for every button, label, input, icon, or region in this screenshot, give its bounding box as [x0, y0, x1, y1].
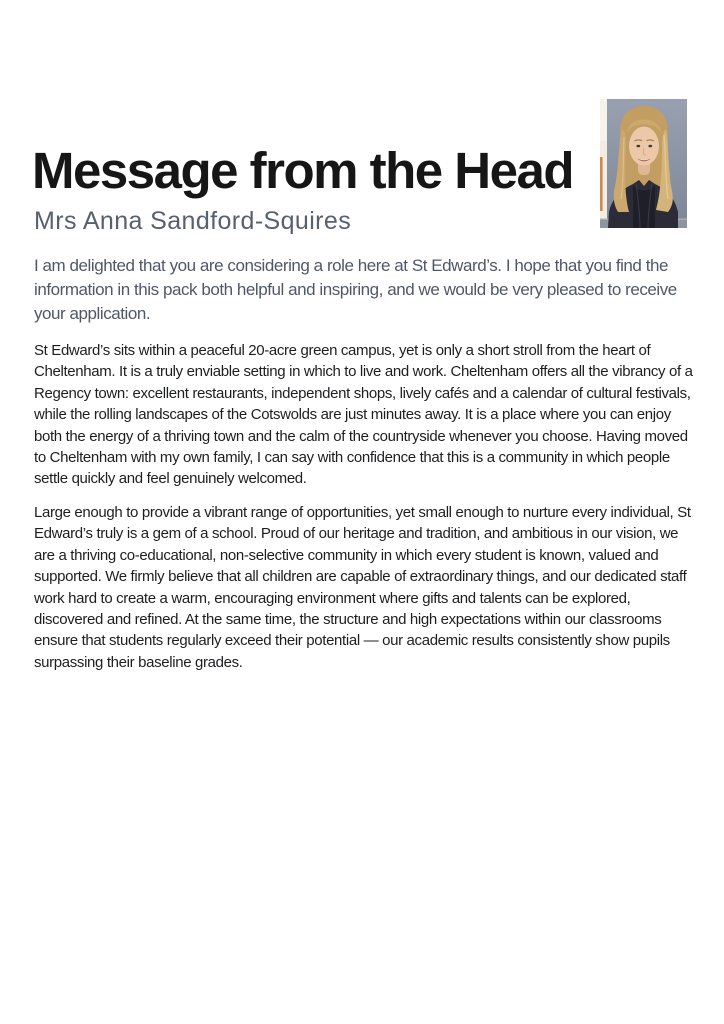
body-paragraph-2: Large enough to provide a vibrant range of opportunities, yet small enough to nurture every individual, St Edward’s truly is a gem of a school. Proud of our heritage and tradition, and ambitious in our vision, we are a thriving co-educational, non-selective community in which every student is known, valued and supported. We firmly believe that all children are capable of extraordinary things, and our dedicated staff work hard to create a warm, encouraging environment where gifts and talents can be explored, discovered and refined. At the same time, the structure and high expectations within our classrooms ensure that students regularly exceed their potential — our academic results consistently show pupils surpassing their baseline grades.	[34, 504, 691, 671]
author-name: Mrs Anna Sandford-Squires	[34, 206, 352, 235]
page-title: Message from the Head	[32, 142, 574, 200]
head-portrait-photo	[600, 99, 687, 228]
body-paragraph-1: St Edward’s sits within a peaceful 20-acre green campus, yet is only a short stroll from the heart of Cheltenham. It is a truly enviable setting in which to live and work. Cheltenham offers all the vibrancy of a Regency town: excellent restaurants, independent shops, lively cafés and a calendar of cultural festivals, while the rolling landscapes of the Cotswolds are just minutes away. It is a place where you can enjoy both the energy of a thriving town and the calm of the countryside whenever you choose. Having moved to Cheltenham with my own family, I can say with confidence that this is a community in which people settle quickly and feel genuinely welcomed.	[34, 342, 693, 488]
intro-paragraph: I am delighted that you are considering a role here at St Edward’s. I hope that you find the information in this pack both helpful and inspiring, and we would be very pleased to receive your application.	[34, 256, 677, 323]
portrait-illustration	[600, 99, 687, 228]
